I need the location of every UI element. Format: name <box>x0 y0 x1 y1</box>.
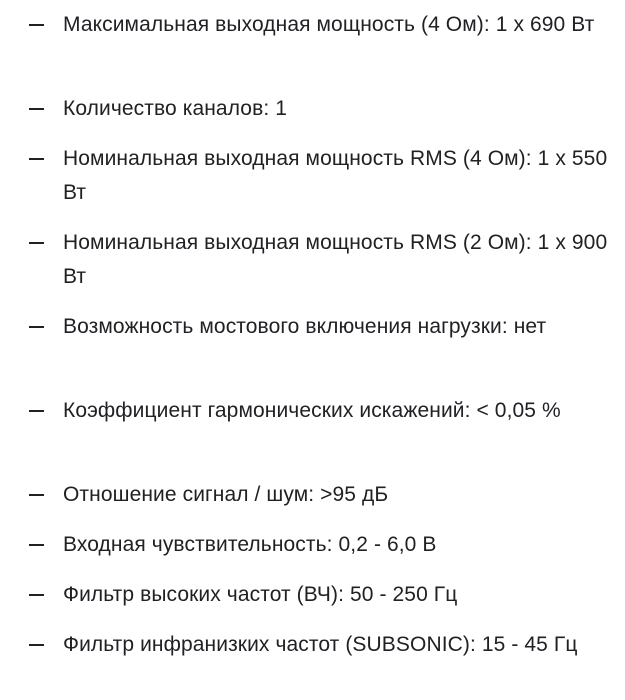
spec-text: Коэффициент гармонических искажений: < 0,05 % <box>63 399 561 422</box>
dash-bullet <box>29 326 44 328</box>
spec-text: Номинальная выходная мощность RMS (2 Ом): 1 х 900 Вт <box>63 231 608 288</box>
spec-text: Входная чувствительность: 0,2 - 6,0 В <box>63 533 437 556</box>
dash-bullet <box>29 242 44 244</box>
dash-bullet <box>29 24 44 26</box>
dash-bullet <box>29 108 44 110</box>
dash-bullet <box>29 494 44 496</box>
dash-bullet <box>29 544 44 546</box>
dash-bullet <box>29 644 44 646</box>
spec-text: Фильтр инфранизких частот (SUBSONIC): 15 - 45 Гц <box>63 633 578 656</box>
spec-text: Количество каналов: 1 <box>63 97 287 120</box>
spec-text: Максимальная выходная мощность (4 Ом): 1 х 690 Вт <box>63 13 595 36</box>
spec-text: Возможность мостового включения нагрузки: нет <box>63 315 547 338</box>
dash-bullet <box>29 594 44 596</box>
dash-bullet <box>29 158 44 160</box>
spec-text: Номинальная выходная мощность RMS (4 Ом): 1 х 550 Вт <box>63 147 608 204</box>
spec-text: Отношение сигнал / шум: >95 дБ <box>63 483 389 506</box>
spec-text: Фильтр высоких частот (ВЧ): 50 - 250 Гц <box>63 583 458 606</box>
dash-bullet <box>29 410 44 412</box>
